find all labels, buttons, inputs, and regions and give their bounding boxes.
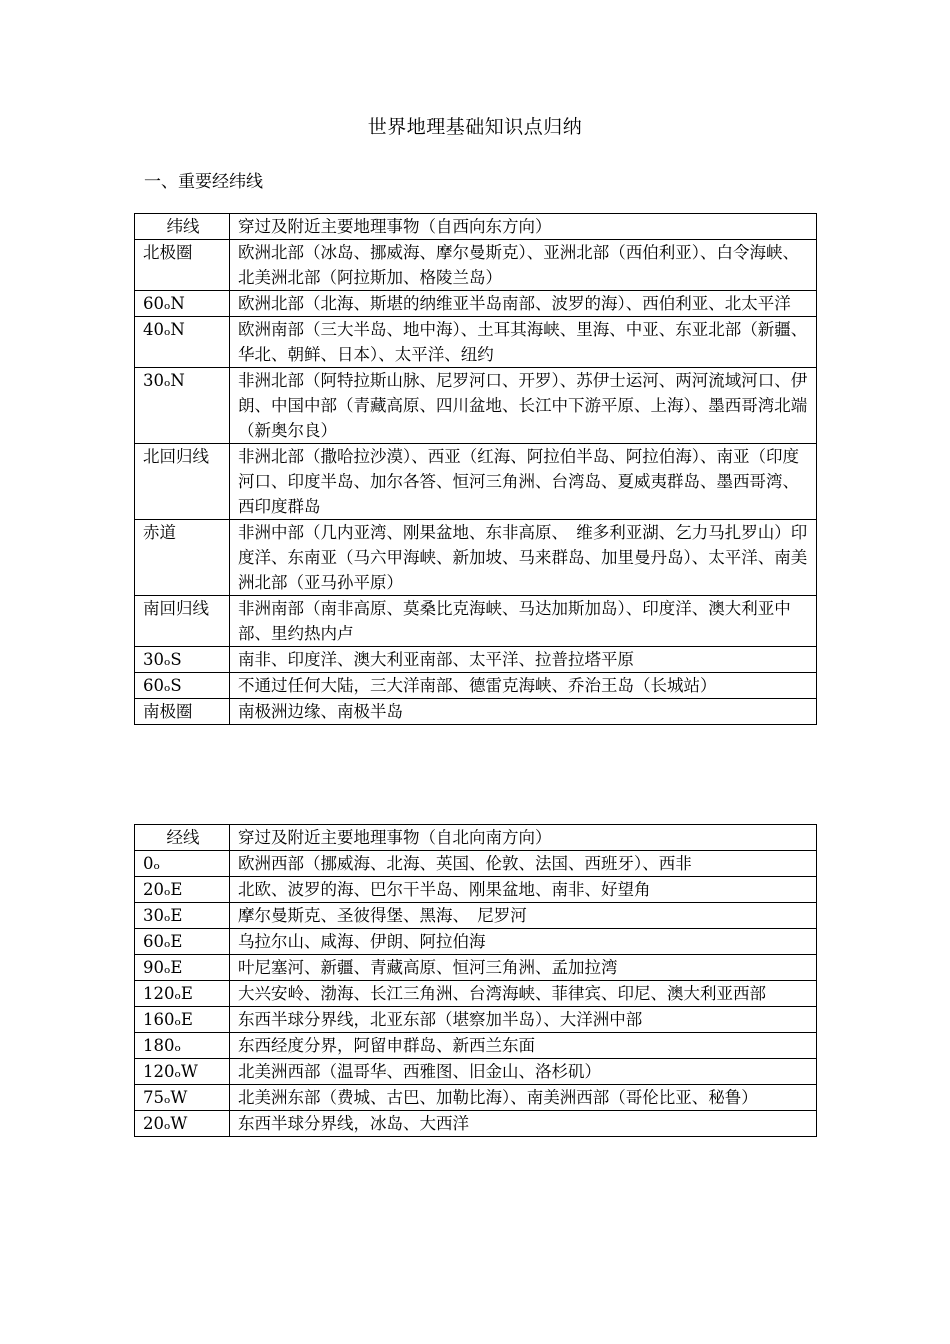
features-cell: 东西经度分界，阿留申群岛、新西兰东面 [230, 1033, 817, 1059]
table-row [135, 851, 817, 877]
table-row [135, 520, 817, 596]
line-name-cell: 60ₒN [135, 291, 230, 317]
features-cell: 乌拉尔山、咸海、伊朗、阿拉伯海 [230, 929, 817, 955]
table-row [135, 291, 817, 317]
features-cell: 欧洲北部（冰岛、挪威海、摩尔曼斯克）、亚洲北部（西伯利亚）、白令海峡、北美洲北部（阿拉斯加、格陵兰岛） [230, 240, 817, 291]
table-row [135, 647, 817, 673]
features-cell: 南极洲边缘、南极半岛 [230, 699, 817, 725]
line-name-cell: 0ₒ [135, 851, 230, 877]
features-cell: 欧洲南部（三大半岛、地中海）、土耳其海峡、里海、中亚、东亚北部（新疆、华北、朝鲜、日本）、太平洋、纽约 [230, 317, 817, 368]
table-row [135, 1111, 817, 1137]
table-row [135, 981, 817, 1007]
line-name-cell: 120ₒW [135, 1059, 230, 1085]
features-cell: 东西半球分界线，北亚东部（堪察加半岛）、大洋洲中部 [230, 1007, 817, 1033]
header-cell-line: 经线 [135, 825, 230, 851]
line-name-cell: 北回归线 [135, 444, 230, 520]
features-cell: 北美洲东部（费城、古巴、加勒比海）、南美洲西部（哥伦比亚、秘鲁） [230, 1085, 817, 1111]
line-name-cell: 120ₒE [135, 981, 230, 1007]
features-cell: 欧洲西部（挪威海、北海、英国、伦敦、法国、西班牙）、西非 [230, 851, 817, 877]
table-row [135, 240, 817, 291]
table-row [135, 1085, 817, 1111]
table-row [135, 596, 817, 647]
header-cell-description: 穿过及附近主要地理事物（自西向东方向） [230, 214, 817, 240]
line-name-cell: 北极圈 [135, 240, 230, 291]
line-name-cell: 南极圈 [135, 699, 230, 725]
features-cell: 东西半球分界线，冰岛、大西洋 [230, 1111, 817, 1137]
table-row [135, 673, 817, 699]
longitude-table [134, 824, 817, 1137]
table-header-row [135, 825, 817, 851]
table-row [135, 1033, 817, 1059]
line-name-cell: 30ₒE [135, 903, 230, 929]
table-row [135, 1007, 817, 1033]
table-row [135, 903, 817, 929]
line-name-cell: 60ₒS [135, 673, 230, 699]
table-row [135, 444, 817, 520]
line-name-cell: 30ₒS [135, 647, 230, 673]
table-row [135, 1059, 817, 1085]
table-row [135, 955, 817, 981]
line-name-cell: 20ₒW [135, 1111, 230, 1137]
table-header-row [135, 214, 817, 240]
line-name-cell: 90ₒE [135, 955, 230, 981]
features-cell: 不通过任何大陆，三大洋南部、德雷克海峡、乔治王岛（长城站） [230, 673, 817, 699]
table-row [135, 317, 817, 368]
line-name-cell: 40ₒN [135, 317, 230, 368]
features-cell: 欧洲北部（北海、斯堪的纳维亚半岛南部、波罗的海）、西伯利亚、北太平洋 [230, 291, 817, 317]
latitude-table [134, 213, 817, 725]
features-cell: 南非、印度洋、澳大利亚南部、太平洋、拉普拉塔平原 [230, 647, 817, 673]
features-cell: 非洲北部（阿特拉斯山脉、尼罗河口、开罗）、苏伊士运河、两河流域河口、伊朗、中国中部（青藏高原、四川盆地、长江中下游平原、上海）、墨西哥湾北端（新奥尔良） [230, 368, 817, 444]
table-row [135, 877, 817, 903]
features-cell: 摩尔曼斯克、圣彼得堡、黑海、 尼罗河 [230, 903, 817, 929]
line-name-cell: 60ₒE [135, 929, 230, 955]
table-row [135, 368, 817, 444]
line-name-cell: 180ₒ [135, 1033, 230, 1059]
features-cell: 非洲南部（南非高原、莫桑比克海峡、马达加斯加岛）、印度洋、澳大利亚中部、里约热内卢 [230, 596, 817, 647]
line-name-cell: 75ₒW [135, 1085, 230, 1111]
table-row [135, 699, 817, 725]
document-title: 世界地理基础知识点归纳 [367, 116, 583, 138]
features-cell: 非洲北部（撒哈拉沙漠）、西亚（红海、阿拉伯半岛、阿拉伯海）、南亚（印度河口、印度半岛、加尔各答、恒河三角洲、台湾岛、夏威夷群岛、墨西哥湾、西印度群岛 [230, 444, 817, 520]
features-cell: 北欧、波罗的海、巴尔干半岛、刚果盆地、南非、好望角 [230, 877, 817, 903]
features-cell: 非洲中部（几内亚湾、刚果盆地、东非高原、 维多利亚湖、乞力马扎罗山）印度洋、东南亚（马六甲海峡、新加坡、马来群岛、加里曼丹岛）、太平洋、南美洲北部（亚马孙平原） [230, 520, 817, 596]
line-name-cell: 30ₒN [135, 368, 230, 444]
features-cell: 大兴安岭、渤海、长江三角洲、台湾海峡、菲律宾、印尼、澳大利亚西部 [230, 981, 817, 1007]
line-name-cell: 20ₒE [135, 877, 230, 903]
header-cell-line: 纬线 [135, 214, 230, 240]
header-cell-description: 穿过及附近主要地理事物（自北向南方向） [230, 825, 817, 851]
table-row [135, 929, 817, 955]
section-heading: 一、重要经纬线 [144, 172, 263, 192]
line-name-cell: 南回归线 [135, 596, 230, 647]
features-cell: 叶尼塞河、新疆、青藏高原、恒河三角洲、孟加拉湾 [230, 955, 817, 981]
line-name-cell: 赤道 [135, 520, 230, 596]
features-cell: 北美洲西部（温哥华、西雅图、旧金山、洛杉矶） [230, 1059, 817, 1085]
line-name-cell: 160ₒE [135, 1007, 230, 1033]
